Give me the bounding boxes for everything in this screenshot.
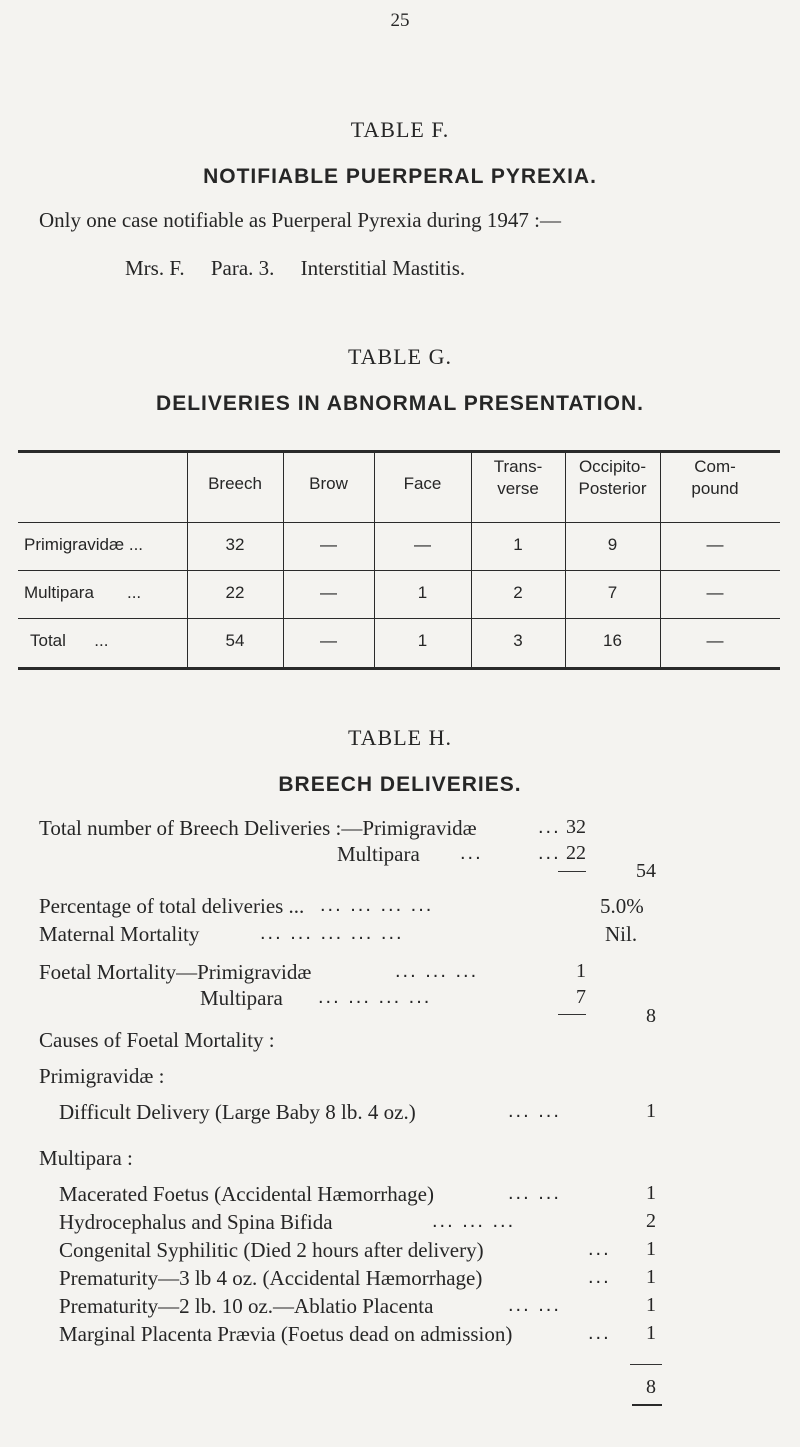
table-cell: 1 <box>417 583 428 602</box>
cause-count: 1 <box>646 1322 656 1344</box>
table-cell: 3 <box>513 631 523 650</box>
leader-dots: ... ... ... ... ... <box>260 922 404 944</box>
col-header: Trans- verse <box>493 457 543 498</box>
table-cell: — <box>320 631 337 650</box>
leader-dots: ... <box>538 816 561 838</box>
row-label: Multipara ... <box>24 583 142 602</box>
double-rule <box>632 1404 662 1406</box>
sum-rule <box>558 1014 586 1015</box>
cause-text: Prematurity—3 lb 4 oz. (Accidental Hæmorrhage) <box>59 1266 483 1290</box>
leader-dots: ... <box>588 1238 611 1260</box>
col-header: Occipito- Posterior <box>578 457 647 498</box>
multi-causes-heading: Multipara : <box>39 1146 133 1170</box>
row-label: Total ... <box>30 631 109 650</box>
leader-dots: ... ... ... ... <box>318 986 432 1008</box>
primi-count: 32 <box>566 816 586 838</box>
sum-rule <box>558 871 586 872</box>
leader-dots: ... ... <box>508 1182 561 1204</box>
foetal-mortality-label: Foetal Mortality—Primigravidæ <box>39 960 312 984</box>
table-row-rule <box>18 618 780 619</box>
primi-causes-heading: Primigravidæ : <box>39 1064 165 1088</box>
table-cell: — <box>320 583 337 602</box>
foetal-total-count: 8 <box>646 1005 656 1027</box>
table-g-title: TABLE G. <box>347 344 452 369</box>
leader-dots: ... <box>538 842 561 864</box>
leader-dots: ... ... ... <box>395 960 479 982</box>
cause-text: Marginal Placenta Prævia (Foetus dead on admission) <box>59 1322 513 1346</box>
cause-count: 1 <box>646 1266 656 1288</box>
percentage-value: 5.0% <box>600 894 644 918</box>
col-header: Face <box>403 474 442 493</box>
table-cell: — <box>706 631 724 650</box>
col-header: Com- pound <box>691 457 739 498</box>
table-h-title: TABLE H. <box>347 725 452 750</box>
sum-rule <box>630 1364 662 1365</box>
row-label: Primigravidæ ... <box>24 535 144 554</box>
table-cell: 7 <box>607 583 618 602</box>
maternal-mortality-value: Nil. <box>605 922 638 946</box>
table-bottom-rule <box>18 667 780 670</box>
cause-text: Macerated Foetus (Accidental Hæmorrhage) <box>59 1182 434 1206</box>
foetal-primi-count: 1 <box>576 960 586 982</box>
table-row-rule <box>18 522 780 523</box>
leader-dots: ... ... ... <box>432 1210 516 1232</box>
cause-count: 1 <box>646 1100 656 1122</box>
table-f-line2: Mrs. F. Para. 3. Interstitial Mastitis. <box>125 256 466 280</box>
table-f-heading: NOTIFIABLE PUERPERAL PYREXIA. <box>203 165 597 188</box>
table-cell: 54 <box>225 631 245 650</box>
cause-count: 1 <box>646 1182 656 1204</box>
cause-text: Congenital Syphilitic (Died 2 hours after delivery) <box>59 1238 484 1262</box>
cause-count: 1 <box>646 1238 656 1260</box>
leader-dots: ... <box>460 842 483 864</box>
table-f-title: TABLE F. <box>350 117 450 142</box>
table-cell: — <box>706 583 724 602</box>
page-number: 25 <box>390 10 410 31</box>
maternal-mortality-label: Maternal Mortality <box>39 922 200 946</box>
total-breech-label: Total number of Breech Deliveries :—Primigravidæ <box>39 816 477 840</box>
foetal-multipara-label: Multipara <box>200 986 283 1010</box>
cause-count: 2 <box>646 1210 656 1232</box>
foetal-multi-count: 7 <box>576 986 586 1008</box>
table-f-line1: Only one case notifiable as Puerperal Pyrexia during 1947 :— <box>39 208 561 232</box>
table-h-heading: BREECH DELIVERIES. <box>278 773 522 796</box>
table-cell: 2 <box>513 583 523 602</box>
percentage-label: Percentage of total deliveries ... <box>39 894 305 918</box>
total-count: 54 <box>636 860 656 882</box>
col-header: Breech <box>208 474 262 493</box>
leader-dots: ... ... <box>508 1100 561 1122</box>
table-cell: — <box>414 535 431 554</box>
table-cell: — <box>320 535 337 554</box>
table-cell: 9 <box>607 535 618 554</box>
leader-dots: ... <box>588 1322 611 1344</box>
leader-dots: ... ... ... ... <box>320 894 434 916</box>
table-cell: 32 <box>225 535 245 554</box>
table-cell: 22 <box>225 583 245 602</box>
table-cell: 16 <box>603 631 622 650</box>
table-cell: 1 <box>417 631 428 650</box>
causes-total: 8 <box>646 1376 656 1398</box>
multipara-label: Multipara <box>337 842 420 866</box>
col-header: Brow <box>309 474 348 493</box>
leader-dots: ... <box>588 1266 611 1288</box>
multi-count: 22 <box>566 842 586 864</box>
cause-count: 1 <box>646 1294 656 1316</box>
table-cell: — <box>706 535 724 554</box>
table-top-rule <box>18 450 780 453</box>
cause-text: Hydrocephalus and Spina Bifida <box>59 1210 333 1234</box>
table-row-rule <box>18 570 780 571</box>
cause-text: Prematurity—2 lb. 10 oz.—Ablatio Placenta <box>59 1294 434 1318</box>
leader-dots: ... ... <box>508 1294 561 1316</box>
table-cell: 1 <box>513 535 523 554</box>
cause-text: Difficult Delivery (Large Baby 8 lb. 4 oz.) <box>59 1100 416 1124</box>
causes-label: Causes of Foetal Mortality : <box>39 1028 275 1052</box>
table-g-heading: DELIVERIES IN ABNORMAL PRESENTATION. <box>156 392 644 415</box>
